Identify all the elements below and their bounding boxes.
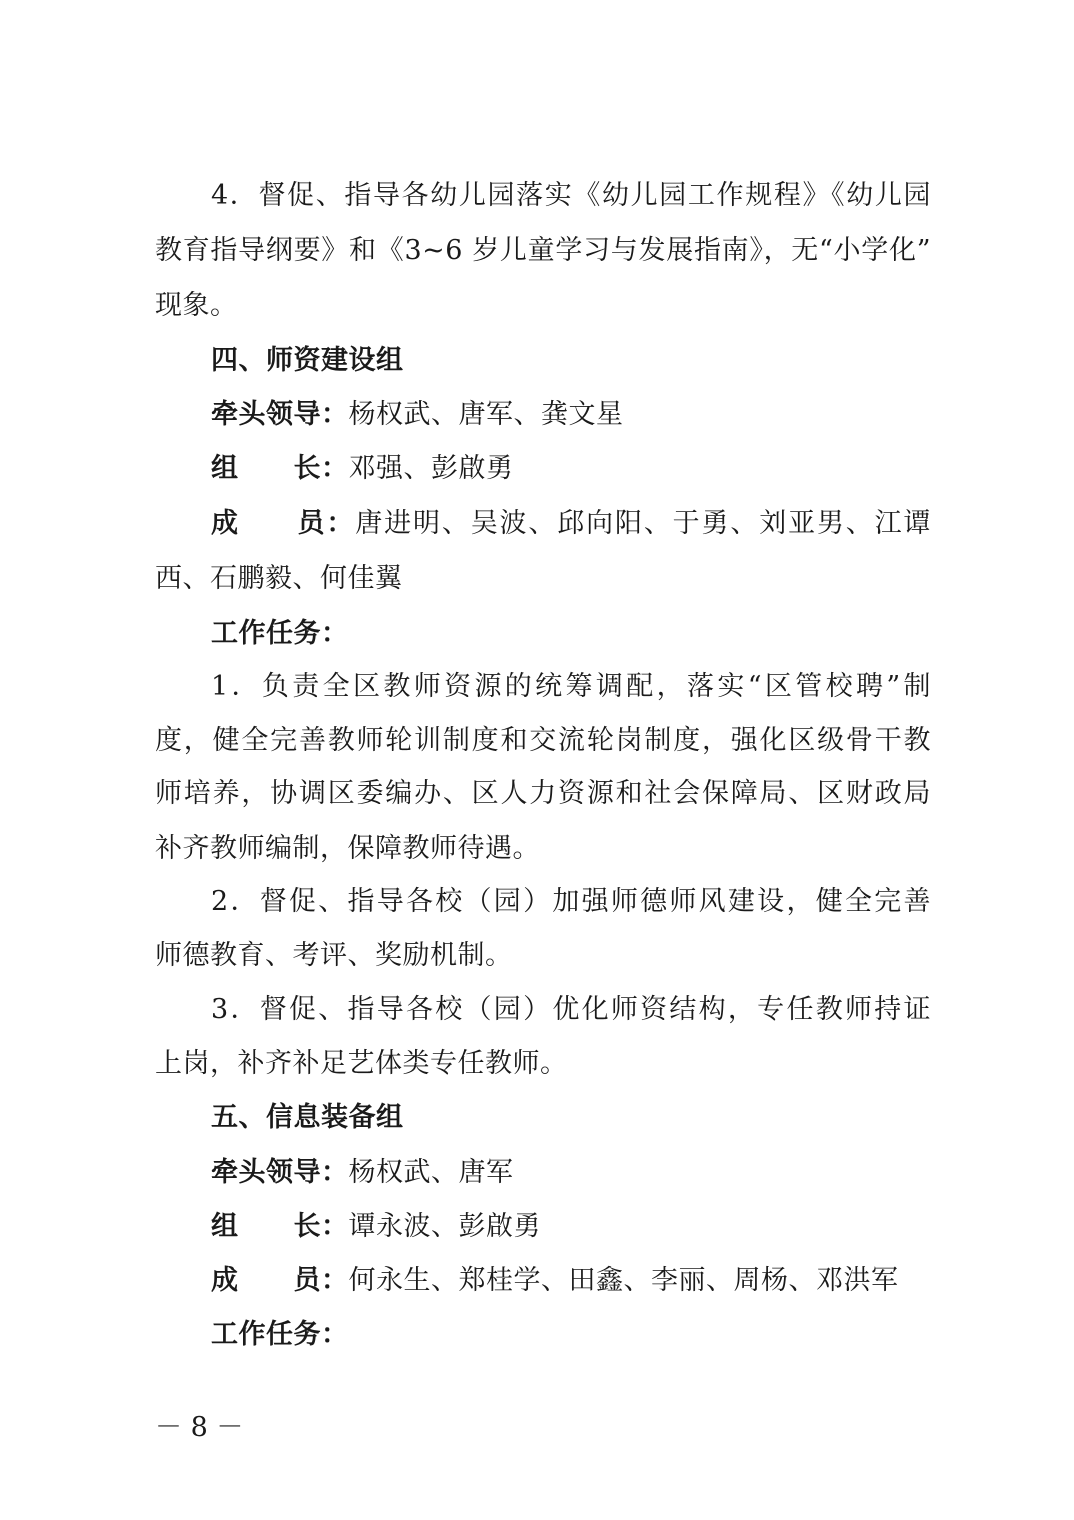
section4-heading: 四、师资建设组 — [211, 345, 404, 376]
task2-line2: 师德教育、考评、奖励机制。 — [155, 940, 513, 971]
members-value: 唐进明、吴波、邱向阳、于勇、刘亚男、江谭 — [355, 508, 932, 539]
item4-line3: 现象。 — [155, 290, 238, 321]
item4-line1: 4．督促、指导各幼儿园落实《幼儿园工作规程》《幼儿园 — [211, 180, 931, 211]
leader-value: 谭永波、彭啟勇 — [348, 1211, 541, 1242]
members-label: 成 员： — [211, 508, 356, 539]
section5-heading: 五、信息装备组 — [211, 1102, 404, 1133]
task1-line3: 师培养，协调区委编办、区人力资源和社会保障局、区财政局 — [155, 778, 931, 809]
section4-members-line2: 西、石鹏毅、何佳翼 — [155, 563, 403, 594]
members-label: 成 员： — [211, 1265, 349, 1296]
lead-value: 杨权武、唐军、龚文星 — [348, 399, 624, 430]
section5-lead-row — [211, 1155, 931, 1191]
section5-members-row — [211, 1263, 931, 1299]
section5-tasks-label: 工作任务： — [211, 1319, 349, 1350]
lead-label: 牵头领导： — [211, 399, 349, 430]
task3-line2: 上岗，补齐补足艺体类专任教师。 — [155, 1048, 568, 1079]
lead-value: 杨权武、唐军 — [348, 1157, 514, 1188]
section4-tasks-label: 工作任务： — [211, 618, 349, 649]
section4-lead-row — [211, 397, 931, 433]
leader-value: 邓强、彭啟勇 — [348, 453, 514, 484]
task2-line1: 2．督促、指导各校（园）加强师德师风建设，健全完善 — [211, 886, 931, 917]
section4-members-row — [211, 506, 931, 542]
leader-label: 组 长： — [211, 453, 349, 484]
task1-line1: 1．负责全区教师资源的统筹调配，落实“区管校聘”制 — [211, 671, 931, 702]
leader-label: 组 长： — [211, 1211, 349, 1242]
item4-line2: 教育指导纲要》和《3~6 岁儿童学习与发展指南》，无“小学化” — [155, 235, 931, 266]
lead-label: 牵头领导： — [211, 1157, 349, 1188]
task1-line4: 补齐教师编制，保障教师待遇。 — [155, 833, 540, 864]
members-value: 何永生、郑桂学、田鑫、李丽、周杨、邓洪军 — [348, 1265, 899, 1296]
task3-line1: 3．督促、指导各校（园）优化师资结构，专任教师持证 — [211, 994, 931, 1025]
section5-leader-row — [211, 1209, 931, 1245]
page-number: － 8 － — [155, 1412, 244, 1443]
task1-line2: 度，健全完善教师轮训制度和交流轮岗制度，强化区级骨干教 — [155, 725, 931, 756]
section4-leader-row — [211, 451, 931, 487]
